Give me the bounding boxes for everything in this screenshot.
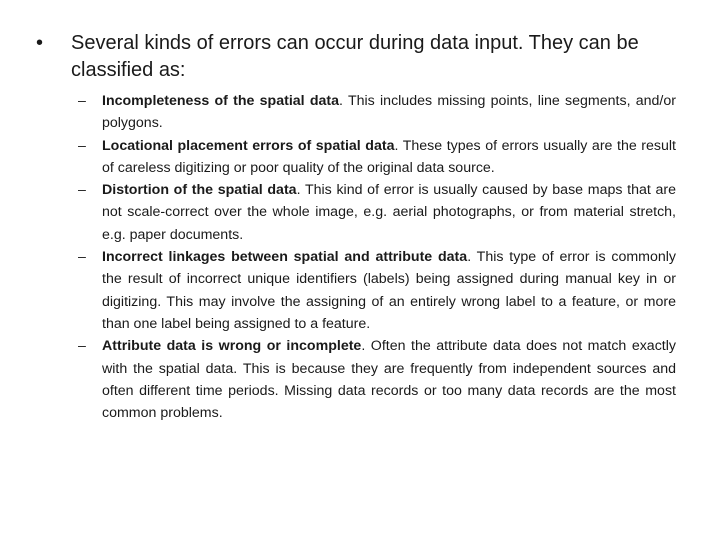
list-item xyxy=(78,135,676,180)
error-type-list xyxy=(78,90,676,424)
main-bullet-text: Several kinds of errors can occur during data input. They can be classified as: xyxy=(71,32,639,81)
error-description: . These types of errors usually are the result of careless digitizing or poor quality of the original data source. xyxy=(102,137,676,176)
error-term: Distortion of the spatial data xyxy=(102,182,297,199)
error-term: Incompleteness of the spatial data xyxy=(102,93,340,109)
dash-marker: – xyxy=(78,93,86,109)
list-item xyxy=(78,179,676,246)
dash-marker: – xyxy=(78,338,86,355)
error-term: Attribute data is wrong or incomplete xyxy=(102,338,362,355)
error-term: Locational placement errors of spatial data xyxy=(102,137,395,154)
error-description: . This type of error is commonly the result of incorrect unique identifiers (labels) being assigned during manual key in or digitizing. This may involve the assigning of an entirely wrong label to a feature, or more than one label being assigned to a feature. xyxy=(102,249,677,332)
error-description: . This includes missing points, line segments, and/or polygons. xyxy=(102,93,676,132)
list-item xyxy=(78,90,676,135)
error-description: . This kind of error is usually caused by base maps that are not scale-correct over the whole image, e.g. aerial photographs, or from material stretch, e.g. paper documents. xyxy=(102,182,677,243)
dash-marker: – xyxy=(78,137,86,154)
bullet-marker: • xyxy=(36,32,44,54)
list-item xyxy=(78,335,676,424)
dash-marker: – xyxy=(78,249,86,266)
dash-marker: – xyxy=(78,182,86,199)
list-item xyxy=(78,246,676,335)
error-term: Incorrect linkages between spatial and attribute data xyxy=(102,249,468,266)
error-description: . Often the attribute data does not match exactly with the spatial data. This is because they are frequently from independent sources and often different time periods. Missing data records or too many data records are the most common problems. xyxy=(102,338,676,422)
main-bullet xyxy=(36,30,682,84)
